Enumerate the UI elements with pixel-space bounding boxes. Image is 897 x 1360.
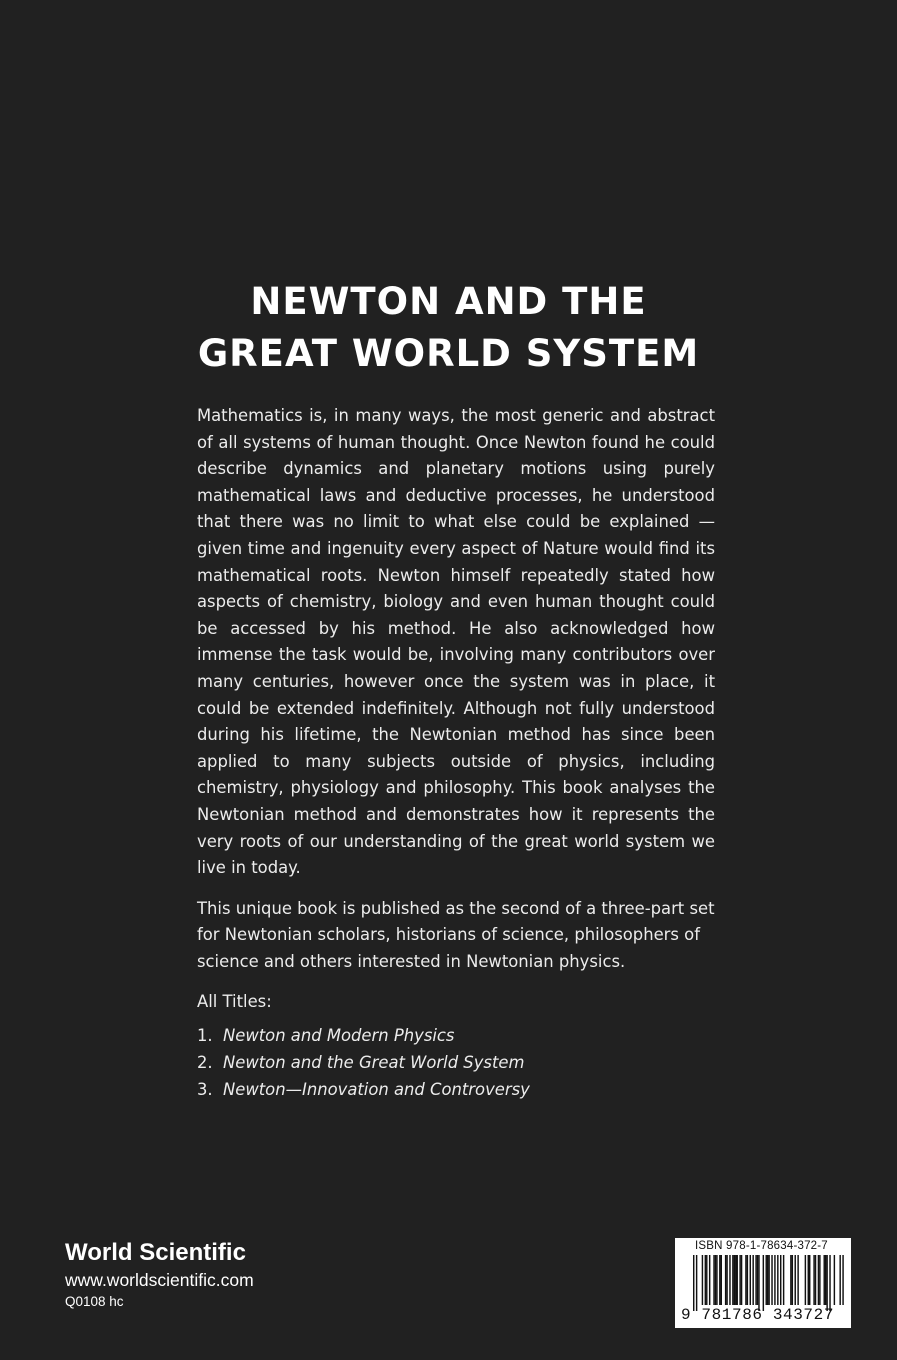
- barcode-bar: [842, 1255, 843, 1305]
- barcode-bar: [716, 1255, 717, 1305]
- barcode-bar: [696, 1255, 697, 1311]
- barcode-bar: [729, 1255, 730, 1305]
- barcode-bar: [774, 1255, 775, 1305]
- barcode-bar: [797, 1255, 798, 1305]
- barcode-bar: [702, 1255, 703, 1305]
- barcode-bar: [734, 1255, 735, 1305]
- barcode-bar: [829, 1255, 830, 1311]
- barcode-bar: [780, 1255, 781, 1305]
- barcode-bar: [741, 1255, 742, 1305]
- list-item: [197, 1076, 715, 1103]
- product-code: Q0108 hc: [65, 1294, 124, 1309]
- barcode-bar: [709, 1255, 710, 1305]
- barcode-bar: [725, 1255, 726, 1305]
- barcode-bar: [713, 1255, 714, 1305]
- barcode-bar: [767, 1255, 768, 1305]
- barcode-bar: [715, 1255, 716, 1305]
- barcode-bar: [705, 1255, 706, 1305]
- barcode-bar: [757, 1255, 758, 1305]
- barcode-bar: [809, 1255, 810, 1305]
- barcode-bar: [805, 1255, 806, 1305]
- barcode-bar: [732, 1255, 733, 1305]
- list-item-title: Newton and Modern Physics: [223, 1026, 455, 1046]
- barcode-bar: [824, 1255, 825, 1305]
- list-item-title: Newton and the Great World System: [223, 1053, 525, 1073]
- publisher-url: www.worldscientific.com: [65, 1270, 254, 1290]
- blurb-paragraph-2: This unique book is published as the second of a three-part set for Newtonian scholars, historians of science, philosophers of science and others interested in Newtonian physics.: [197, 898, 715, 971]
- list-item-number: 1.: [197, 1026, 213, 1046]
- list-item: [197, 1049, 715, 1076]
- barcode-bar: [813, 1255, 814, 1305]
- barcode-bar: [737, 1255, 738, 1305]
- all-titles-label: All Titles:: [197, 992, 272, 1012]
- isbn-label: ISBN 978-1-78634-372-7: [695, 1240, 828, 1252]
- barcode-bar: [768, 1255, 769, 1305]
- barcode-bar: [819, 1255, 820, 1305]
- barcode-bar: [758, 1255, 759, 1311]
- barcode-bar: [735, 1255, 736, 1305]
- publisher-block: [65, 1238, 254, 1312]
- list-item-title: Newton—Innovation and Controversy: [223, 1080, 530, 1100]
- barcode-bar: [815, 1255, 816, 1305]
- book-title: [0, 276, 897, 380]
- publisher-name: World Scientific: [65, 1239, 246, 1266]
- barcode-bar: [792, 1255, 793, 1305]
- barcode-bar: [706, 1255, 707, 1305]
- blurb-paragraph-1: Mathematics is, in many ways, the most generic and abstract of all systems of human thought. Once Newton found he could describe dynamics and planetary motions using purely mathematical laws and deductive processes, he understood that there was no limit to what else could be explained — given time and ingenuity every aspect of Nature would find its mathematical roots. Newton himself repeatedly stated how aspects of chemistry, biology and even human thought could be accessed by his method. He also acknowledged how immense the task would be, involving many contributors over many centuries, however once the system was in place, it could be extended indefinitely. Although not fully understood during his lifetime, the Newtonian method has since been applied to many subjects outside of physics, including chemistry, physiology and philosophy. This book analyses the Newtonian method and demonstrates how it represents the very roots of our understanding of the great world system we live in today.: [197, 406, 715, 878]
- barcode-bar: [790, 1255, 791, 1305]
- book-title-line-2: GREAT WORLD SYSTEM: [197, 332, 700, 375]
- list-item: [197, 1022, 715, 1049]
- barcode-bar: [771, 1255, 772, 1305]
- barcode-bar: [747, 1255, 748, 1305]
- titles-list: [197, 1022, 715, 1103]
- barcode-bar: [755, 1255, 756, 1305]
- barcode-bar: [808, 1255, 809, 1305]
- barcode-digits: 9 781786 343727: [681, 1306, 835, 1324]
- barcode-bar: [766, 1255, 767, 1305]
- barcode-bar: [739, 1255, 740, 1305]
- barcode-bar: [752, 1255, 753, 1305]
- book-title-line-1: NEWTON AND THE: [250, 280, 647, 323]
- blurb: [197, 403, 715, 1103]
- list-item-number: 2.: [197, 1053, 213, 1073]
- barcode-bar: [777, 1255, 778, 1305]
- barcode-bar: [834, 1255, 835, 1305]
- barcode-bar: [818, 1255, 819, 1305]
- barcode-bar: [721, 1255, 722, 1305]
- barcode-bar: [795, 1255, 796, 1305]
- barcode-bar: [763, 1255, 764, 1311]
- barcode-bar: [825, 1255, 826, 1305]
- barcode-bar: [693, 1255, 694, 1311]
- barcode-bar: [783, 1255, 784, 1305]
- isbn-barcode: [675, 1238, 851, 1328]
- barcode-bar: [839, 1255, 840, 1305]
- barcode-bar: [745, 1255, 746, 1305]
- barcode-bar: [750, 1255, 751, 1305]
- list-item-number: 3.: [197, 1080, 213, 1100]
- barcode-bar: [726, 1255, 727, 1305]
- barcode-bar: [719, 1255, 720, 1305]
- barcode-bar: [826, 1255, 827, 1311]
